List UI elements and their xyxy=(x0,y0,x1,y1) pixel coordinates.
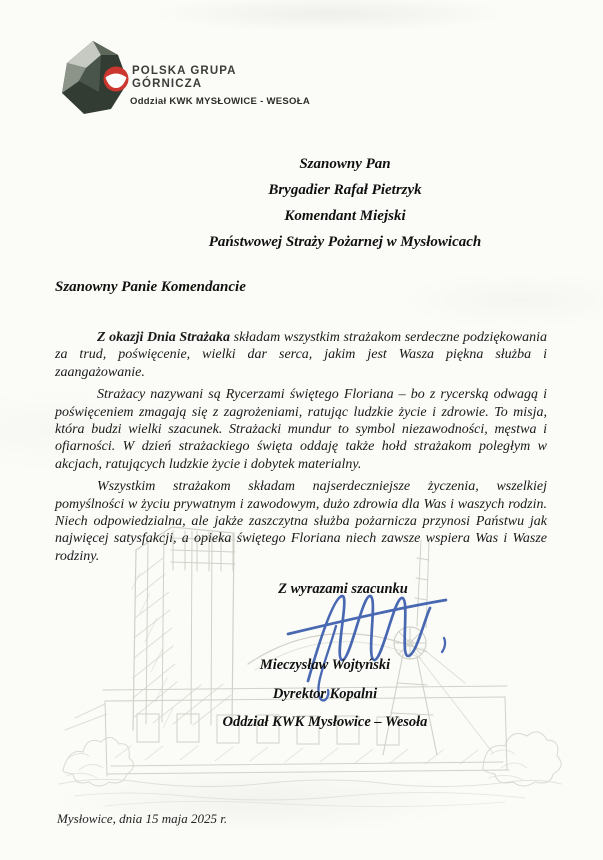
addressee-line: Państwowej Straży Pożarnej w Mysłowicach xyxy=(208,234,482,250)
dateline: Mysłowice, dnia 15 maja 2025 r. xyxy=(57,811,228,826)
signer-name: Mieczysław Wojtyński xyxy=(259,657,391,673)
salutation: Szanowny Panie Komendancie xyxy=(55,279,246,295)
paragraph-1-rest: składam wszystkim strażakom serdeczne podziękowania za trud, poświęcenie, wielki dar serca, jakim jest Wasza piękna służba i zaangażowanie. xyxy=(55,330,547,380)
paragraph-1-lead: Z okazji Dnia Strażaka xyxy=(97,330,230,345)
addressee-block xyxy=(95,151,595,255)
brand-line1: POLSKA GRUPA xyxy=(132,65,237,77)
signer-block xyxy=(125,651,525,737)
brand-name xyxy=(132,65,237,91)
paragraph-3: Wszystkim strażakom składam najserdeczniejsze życzenia, wszelkiej pomyślności w życiu prywatnym i zawodowym, dużo zdrowia dla Was i waszych rodzin. Niech odpowiedzialna, ale jakże zaszczytna służba pożarnicza przynosi Państwu jak najwięcej satysfakcji, a opieka świętego Floriana niech zawsze wspiera Was i Wasze rodziny. xyxy=(55,479,547,564)
brand-line2: GÓRNICZA xyxy=(132,78,203,90)
addressee-line: Komendant Miejski xyxy=(284,208,406,224)
signer-unit: Oddział KWK Mysłowice – Wesoła xyxy=(222,714,428,730)
signer-role: Dyrektor Kopalni xyxy=(272,685,378,702)
addressee-line: Szanowny Pan xyxy=(299,156,391,172)
division-name: Oddział KWK MYSŁOWICE - WESOŁA xyxy=(130,96,310,107)
addressee-line: Brygadier Rafał Pietrzyk xyxy=(268,182,422,198)
closing-phrase: Z wyrazami szacunku xyxy=(278,581,408,597)
pgg-logo xyxy=(55,38,315,118)
paragraph-1 xyxy=(55,329,547,381)
letter-body xyxy=(55,329,547,570)
paragraph-2: Strażacy nazywani są Rycerzami świętego Floriana – bo z rycerską odwagą i poświęceniem zmagają się z zagrożeniami, ratując ludzkie życie i zdrowie. To misja, która budzi wielki szacunek. Strażacki mundur to symbol niezawodności, męstwa i ofiarności. W dzień strażackiego święta oddaję także hołd strażakom poległym w akcjach, ratujących ludzkie życie i dobytek materialny. xyxy=(55,387,547,472)
